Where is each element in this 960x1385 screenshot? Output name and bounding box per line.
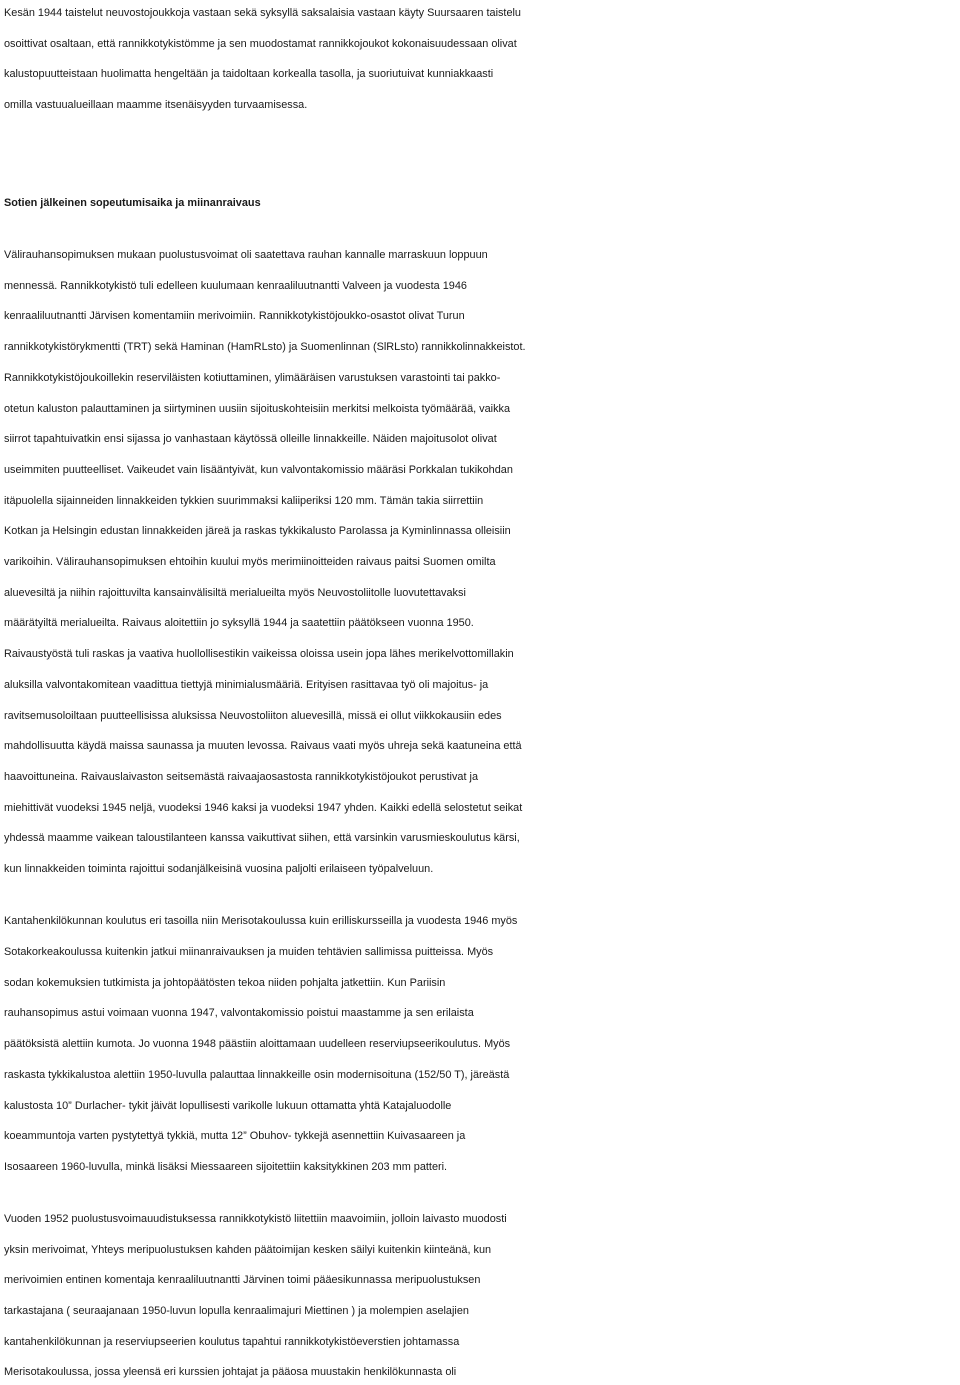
paragraph-main-line: kun linnakkeiden toiminta rajoittui sodanjälkeisinä vuosina paljolti erilaiseen työpalveluun. [4, 863, 434, 875]
paragraph-main-line: useimmiten puutteelliset. Vaikeudet vain lisääntyivät, kun valvontakomissio määräsi Porkkalan tukikohdan [4, 464, 513, 476]
paragraph-training-line: Sotakorkeakoulussa kuitenkin jatkui miinanraivauksen ja muiden tehtävien sallimissa puitteissa. Myös [4, 946, 494, 958]
paragraph-intro-line: Kesän 1944 taistelut neuvostojoukkoja vastaan sekä syksyllä saksalaisia vastaan käyty Suursaaren taistelu [4, 7, 521, 19]
paragraph-main-line: otetun kaluston palauttaminen ja siirtyminen uusiin sijoituskohteisiin merkitsi melkoista työmäärää, vaikka [4, 403, 511, 415]
paragraph-training-line: päätöksistä alettiin kumota. Jo vuonna 1948 päästiin aloittamaan uudelleen reserviupseerikoulutus. Myös [4, 1038, 511, 1050]
paragraph-main-line: kenraaliluutnantti Järvisen komentamiin merivoimiin. Rannikkotykistöjoukko-osastot olivat Turun [4, 310, 465, 322]
paragraph-training-line: Kantahenkilökunnan koulutus eri tasoilla niin Merisotakoulussa kuin erilliskursseilla ja vuodesta 1946 myös [4, 915, 518, 927]
paragraph-training-line: rauhansopimus astui voimaan vuonna 1947, valvontakomissio poistui maastamme ja sen erilaista [4, 1007, 474, 1019]
paragraph-main-line: mennessä. Rannikkotykistö tuli edelleen kuulumaan kenraaliluutnantti Valveen ja vuodesta 1946 [4, 280, 467, 292]
paragraph-main-line: Raivaustyöstä tuli raskas ja vaativa huollollisestikin vaikeissa oloissa usein jopa lähes merikelvottomillakin [4, 648, 514, 660]
paragraph-main-line: määrätyiltä merialueilta. Raivaus aloitettiin jo syksyllä 1944 ja saatettiin päätökseen vuonna 1950. [4, 617, 474, 629]
paragraph-training-line: sodan kokemuksien tutkimista ja johtopäätösten tekoa niiden pohjalta jatkettiin. Kun Pariisin [4, 977, 446, 989]
paragraph-main-line: Välirauhansopimuksen mukaan puolustusvoimat oli saatettava rauhan kannalle marraskuun loppuun [4, 249, 488, 261]
section-heading: Sotien jälkeinen sopeutumisaika ja miinanraivaus [4, 197, 261, 209]
paragraph-main-line: yhdessä maamme vaikean taloustilanteen kanssa vaikuttivat siihen, että varsinkin varusmieskoulutus kärsi, [4, 832, 520, 844]
paragraph-main-line: aluksilla valvontakomitean vaadittua tiettyjä minimialusmääriä. Erityisen rasittavaa työ oli majoitus- ja [4, 679, 489, 691]
paragraph-main-line: mahdollisuutta käydä maissa saunassa ja muuten levossa. Raivaus vaati myös uhreja sekä kaatuneina että [4, 740, 522, 752]
paragraph-reform-line: tarkastajana ( seuraajanaan 1950-luvun lopulla kenraalimajuri Miettinen ) ja molempien aselajien [4, 1305, 469, 1317]
paragraph-reform-line: merivoimien entinen komentaja kenraaliluutnantti Järvinen toimi pääesikunnassa meripuolustuksen [4, 1274, 481, 1286]
paragraph-main-line: ravitsemusoloiltaan puutteellisissa aluksissa Neuvostoliiton aluevesillä, missä ei ollut viikkokausiin edes [4, 710, 502, 722]
paragraph-main-line: itäpuolella sijainneiden linnakkeiden tykkien suurimmaksi kaliiperiksi 120 mm. Tämän takia siirrettiin [4, 495, 484, 507]
paragraph-intro-line: osoittivat osaltaan, että rannikkotykistömme ja sen muodostamat rannikkojoukot kokonaisuudessaan olivat [4, 38, 517, 50]
paragraph-main-line: miehittivät vuodeksi 1945 neljä, vuodeksi 1946 kaksi ja vuodeksi 1947 yhden. Kaikki edellä selostetut seikat [4, 802, 523, 814]
paragraph-main-line: aluevesiltä ja niihin rajoittuvilta kansainvälisiltä merialueilta myös Neuvostoliitolle luovutettavaksi [4, 587, 466, 599]
paragraph-training-line: Isosaareen 1960-luvulla, minkä lisäksi Miessaareen sijoitettiin kaksitykkinen 203 mm patteri. [4, 1161, 448, 1173]
paragraph-training-line: raskasta tykkikalustoa alettiin 1950-luvulla palauttaa linnakkeille osin modernisoituna (152/50 T), järeästä [4, 1069, 510, 1081]
paragraph-main-line: siirrot tapahtuivatkin ensi sijassa jo vanhastaan käytössä olleille linnakkeille. Näiden majoitusolot olivat [4, 433, 497, 445]
paragraph-main-line: Kotkan ja Helsingin edustan linnakkeiden järeä ja raskas tykkikalusto Parolassa ja Kyminlinnassa olleisiin [4, 525, 511, 537]
paragraph-reform-line: yksin merivoimat, Yhteys meripuolustuksen kahden päätoimijan kesken säilyi kuitenkin kiinteänä, kun [4, 1244, 492, 1256]
paragraph-reform-line: Merisotakoulussa, jossa yleensä eri kurssien johtajat ja pääosa muustakin henkilökunnasta oli [4, 1366, 457, 1378]
paragraph-reform-line: kantahenkilökunnan ja reserviupseerien koulutus tapahtui rannikkotykistöeverstien johtamassa [4, 1336, 460, 1348]
paragraph-intro-line: omilla vastuualueillaan maamme itsenäisyyden turvaamisessa. [4, 99, 308, 111]
paragraph-main-line: rannikkotykistörykmentti (TRT) sekä Haminan (HamRLsto) ja Suomenlinnan (SlRLsto) rannikkolinnakkeistot. [4, 341, 526, 353]
paragraph-training-line: kalustosta 10” Durlacher- tykit jäivät lopullisesti varikolle lukuun ottamatta yhtä Katajaluodolle [4, 1100, 452, 1112]
paragraph-main-line: varikoihin. Välirauhansopimuksen ehtoihin kuului myös merimiinoitteiden raivaus paitsi Suomen omilta [4, 556, 496, 568]
paragraph-training-line: koeammuntoja varten pystytettyä tykkiä, mutta 12” Obuhov- tykkejä asennettiin Kuivasaareen ja [4, 1130, 466, 1142]
paragraph-reform-line: Vuoden 1952 puolustusvoimauudistuksessa rannikkotykistö liitettiin maavoimiin, jolloin laivasto muodosti [4, 1213, 507, 1225]
paragraph-main-line: haavoittuneina. Raivauslaivaston seitsemästä raivaajaosastosta rannikkotykistöjoukot perustivat ja [4, 771, 478, 783]
paragraph-main-line: Rannikkotykistöjoukoillekin reserviläisten kotiuttaminen, ylimääräisen varustuksen varastointi tai pakko- [4, 372, 501, 384]
paragraph-intro-line: kalustopuutteistaan huolimatta hengeltään ja taidoltaan korkealla tasolla, ja suoriutuivat kunniakkaasti [4, 68, 494, 80]
